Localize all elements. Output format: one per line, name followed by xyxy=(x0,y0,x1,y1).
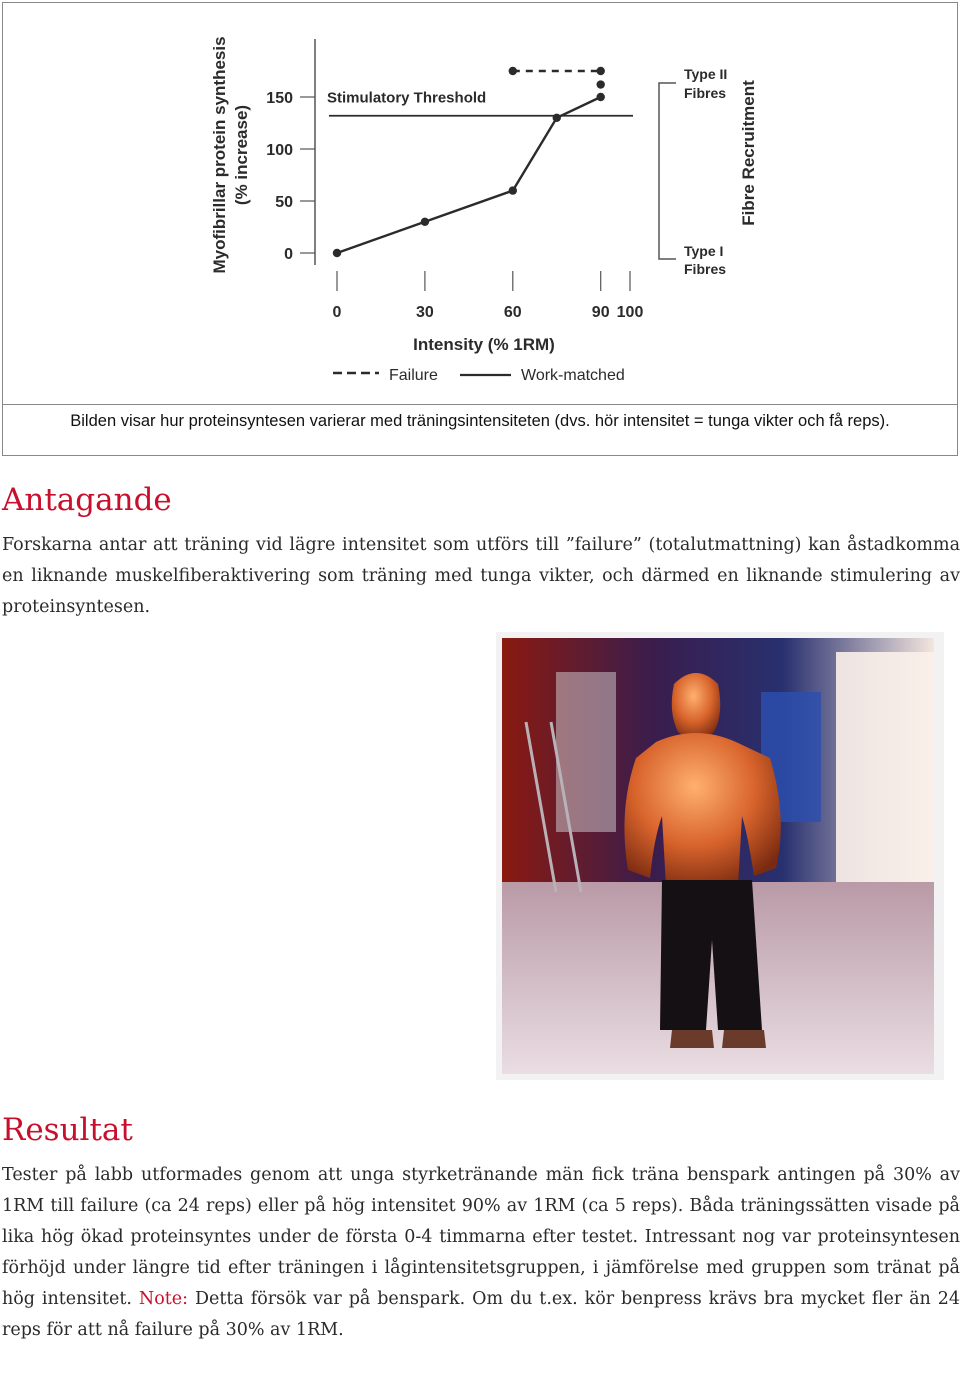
note-label: Note: xyxy=(138,1289,189,1309)
x-axis-title: Intensity (% 1RM) xyxy=(413,335,555,354)
data-point-work-matched xyxy=(333,249,341,257)
paragraph-antagande: Forskarna antar att träning vid lägre intensitet som utförs till ”failure” (totalutmattning) kan åstadkomma en liknande muskelfiberaktivering som träning med tunga vikter, och därmed en liknande stimulering av proteinsyntesen. xyxy=(2,535,960,617)
type-ii-label: Type II xyxy=(684,66,728,82)
data-point-work-matched xyxy=(553,114,561,122)
y-axis-unit: (% increase) xyxy=(232,104,251,206)
figure xyxy=(2,2,958,456)
note-text: Detta försök var på benspark. Om du t.ex. kör benpress krävs bra mycket fler än 24 reps för att nå failure på 30% av 1RM. xyxy=(2,1289,960,1340)
y-tick-label: 100 xyxy=(266,142,293,159)
athlete-photo xyxy=(496,632,944,1080)
type-i-fibres-label: Fibres xyxy=(684,261,727,277)
y-tick-label: 150 xyxy=(266,90,293,107)
y-tick-label: 0 xyxy=(284,246,293,263)
fibre-recruitment-bracket xyxy=(659,83,676,259)
type-i-label: Type I xyxy=(684,243,724,259)
data-point xyxy=(597,80,605,88)
protein-synthesis-chart xyxy=(3,3,957,403)
type-ii-fibres-label: Fibres xyxy=(684,85,727,101)
data-point-work-matched xyxy=(509,186,517,194)
x-tick-label: 0 xyxy=(332,304,342,321)
fibre-recruitment-axis-title: Fibre Recruitment xyxy=(739,80,758,226)
y-tick-label: 50 xyxy=(275,194,293,211)
data-point-failure xyxy=(597,67,605,75)
legend-label-work-matched: Work-matched xyxy=(521,367,625,384)
x-tick-label: 60 xyxy=(503,304,522,321)
data-point-work-matched xyxy=(597,93,605,101)
data-point-failure xyxy=(509,67,517,75)
x-tick-label: 90 xyxy=(591,304,610,321)
y-axis-title: Myofibrillar protein synthesis xyxy=(210,36,229,274)
series-line-work-matched xyxy=(337,97,601,253)
legend-label-failure: Failure xyxy=(389,367,438,384)
resultat-body-text: Tester på labb utformades genom att unga styrketränande män fick träna benspark antingen på 30% av 1RM till failure (ca 24 reps) eller på hög intensitet 90% av 1RM (ca 5 reps). Båda träningssätten visade på lika hög ökad proteinsyntes under de första 0-4 timmarna efter testet. Intressant nog var proteinsyntesen förhöjd under längre tid efter träningen i lågintensitetsgruppen, i jämförelse med gruppen som tränat på hög intensitet. xyxy=(2,1165,960,1309)
section-heading-antagande: Antagande xyxy=(2,482,172,518)
x-tick-label: 30 xyxy=(416,304,434,321)
data-point-work-matched xyxy=(421,218,429,226)
stimulatory-threshold-label: Stimulatory Threshold xyxy=(327,89,487,107)
paragraph-resultat xyxy=(2,1160,960,1346)
section-heading-resultat: Resultat xyxy=(2,1112,133,1148)
x-tick-label: 100 xyxy=(616,304,644,321)
figure-caption: Bilden visar hur proteinsyntesen varierar med träningsintensiteten (dvs. hör intensitet = tunga vikter och få reps). xyxy=(3,404,957,456)
